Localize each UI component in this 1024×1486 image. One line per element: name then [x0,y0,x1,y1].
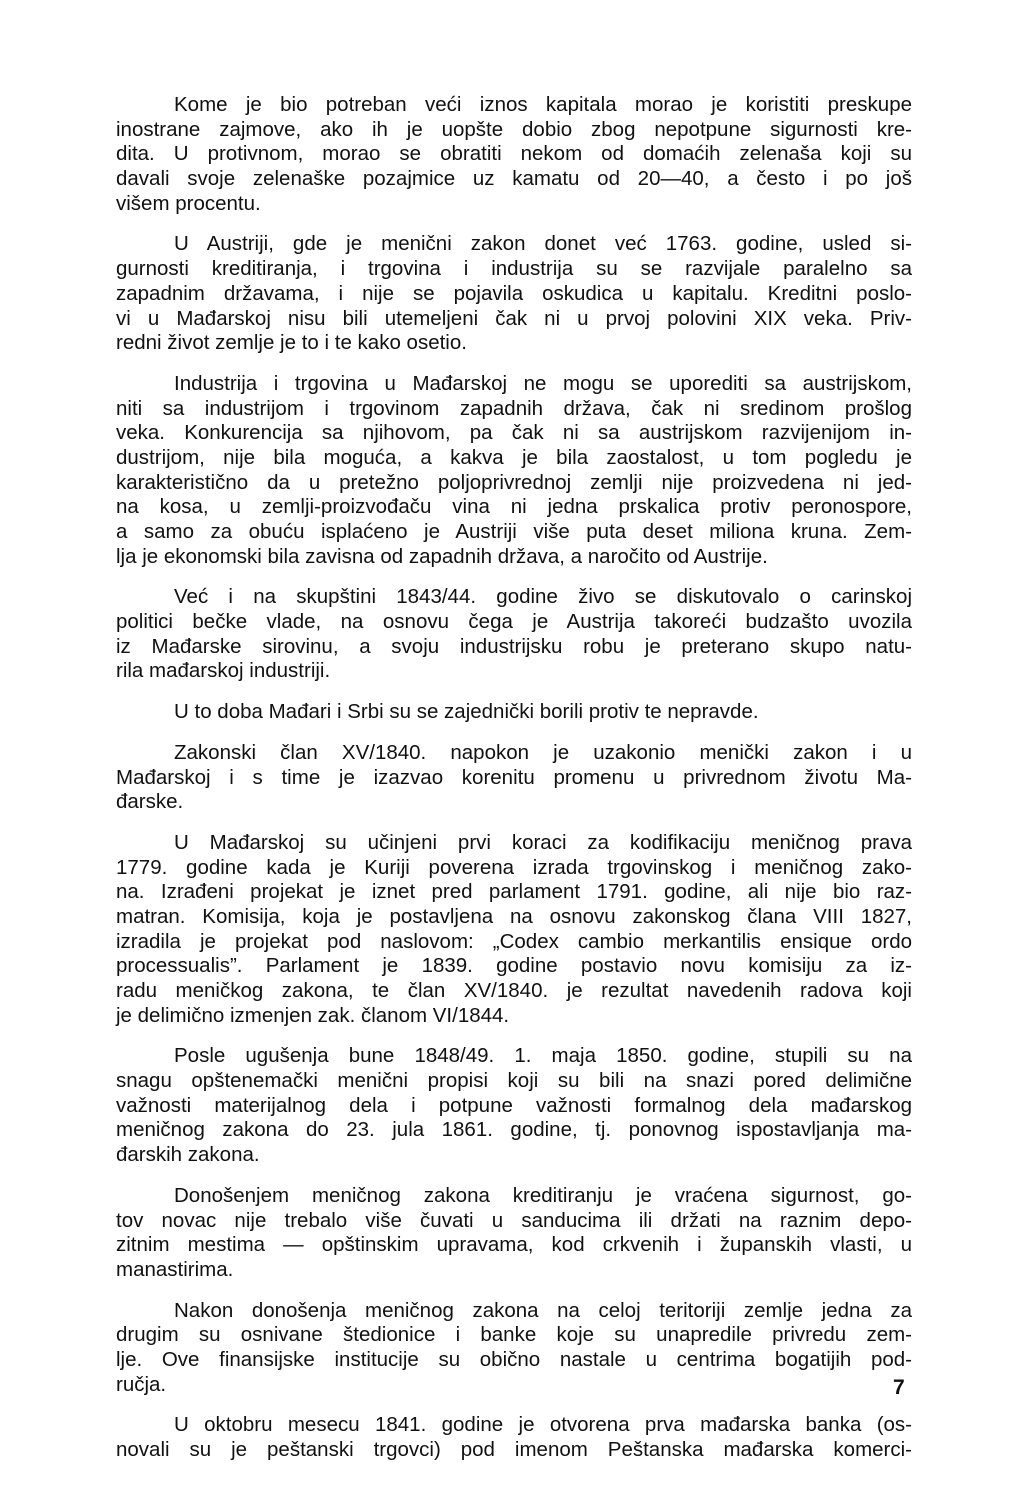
paragraph [116,585,912,684]
paragraph [116,831,912,1029]
text-line: Posle ugušenja bune 1848/49. 1. maja 1850. godine, stupili su na [174,1044,912,1068]
paragraph [116,1413,912,1462]
text-line: novali su je peštanski trgovci) pod imenom Peštanska mađarska komerci- [116,1438,912,1461]
text-line: vi u Mađarskoj nisu bili utemeljeni čak ni u prvoj polovini XIX veka. Priv- [116,306,912,330]
text-line: ručja. [116,1372,167,1396]
text-line: dustrijom, nije bila moguća, a kakva je bila zaostalost, u tom pogledu je [116,445,912,469]
paragraph [116,1299,912,1398]
text-line: niti sa industrijom i trgovinom zapadnih država, čak ni sredinom prošlog [116,396,912,420]
text-line: đarske. [116,790,184,814]
paragraph [116,1184,912,1283]
text-line: je delimično izmenjen zak. članom VI/1844. [116,1003,510,1027]
page-number: 7 [893,1376,905,1399]
text-line: Industrija i trgovina u Mađarskoj ne mogu se uporediti sa austrijskom, [174,371,912,395]
paragraph [116,741,912,815]
text-line: drugim su osnivane štedionice i banke koje su unapredile privredu zem- [116,1323,912,1347]
text-line: davali svoje zelenaške pozajmice uz kamatu od 20—40, a često i po još [116,167,912,191]
text-line: 1779. godine kada je Kuriji poverena izrada trgovinskog i meničnog zako- [116,855,912,879]
paragraph [116,232,912,355]
paragraph [116,700,912,725]
text-line: Mađarskoj i s time je izazvao korenitu promenu u privrednom životu Ma- [116,765,912,789]
text-line: politici bečke vlade, na osnovu čega je Austrija takoreći budzašto uvozila [116,610,912,634]
text-line: inostrane zajmove, ako ih je uopšte dobio zbog nepotpune sigurnosti kre- [116,117,912,141]
text-line: meničnog zakona do 23. jula 1861. godine, tj. ponovnog ispostavljanja ma- [116,1118,912,1142]
text-line: radu meničkog zakona, te član XV/1840. je rezultat navedenih radova koji [116,979,912,1002]
text-line: đarskih zakona. [116,1143,260,1167]
text-line: a samo za obuću isplaćeno je Austriji više puta deset miliona kruna. Zem- [116,520,912,543]
text-line: zitnim mestima — opštinskim upravama, kod crkvenih i županskih vlasti, u [116,1233,912,1257]
text-line: na kosa, u zemlji-proizvođaču vina ni jedna prskalica protiv peronospore, [116,495,912,519]
text-line: tov novac nije trebalo više čuvati u sanducima ili držati na raznim depo- [116,1208,912,1232]
text-line: lja je ekonomski bila zavisna od zapadnih država, a naročito od Austrije. [116,544,768,568]
text-line: dita. U protivnom, morao se obratiti nekom od domaćih zelenaša koji su [116,142,912,166]
text-line: Donošenjem meničnog zakona kreditiranju je vraćena sigurnost, go- [174,1183,912,1207]
text-line: Zakonski član XV/1840. napokon je uzakonio menički zakon i u [174,740,912,764]
paragraph [116,372,912,570]
paragraph [116,1044,912,1167]
text-line: gurnosti kreditiranja, i trgovina i industrija su se razvijale paralelno sa [116,257,912,281]
text-line: veka. Konkurencija sa njihovom, pa čak ni sa austrijskom razvijenijom in- [116,421,912,445]
text-line: Nakon donošenja meničnog zakona na celoj teritoriji zemlje jedna za [174,1298,912,1322]
text-line: U to doba Mađari i Srbi su se zajednički borili protiv te nepravde. [174,700,759,724]
text-line: izradila je projekat pod naslovom: „Codex cambio merkantilis ensique ordo [116,929,912,953]
text-line: karakteristično da u pretežno poljoprivrednoj zemlji nije proizvedena ni jed- [116,470,912,494]
text-line: Kome je bio potreban veći iznos kapitala morao je koristiti preskupe [174,93,912,116]
paragraph [116,93,912,216]
text-line: važnosti materijalnog dela i potpune važnosti formalnog dela mađarskog [116,1093,912,1117]
text-line: rila mađarskoj industriji. [116,659,331,683]
text-line: matran. Komisija, koja je postavljena na osnovu zakonskog člana VIII 1827, [116,904,912,928]
text-line: snagu opštenemački menični propisi koji su bili na snazi pored delimične [116,1069,912,1093]
text-line: višem procentu. [116,191,261,215]
text-line: Već i na skupštini 1843/44. godine živo se diskutovalo o carinskoj [174,585,912,609]
text-line: lje. Ove finansijske institucije su obično nastale u centrima bogatijih pod- [116,1347,912,1371]
text-line: na. Izrađeni projekat je iznet pred parlament 1791. godine, ali nije bio raz- [116,880,912,904]
text-line: U Austriji, gde je menični zakon donet već 1763. godine, usled si- [174,232,912,256]
text-line: processualis”. Parlament je 1839. godine postavio novu komisiju za iz- [116,954,912,978]
text-line: U oktobru mesecu 1841. godine je otvorena prva mađarska banka (os- [174,1413,912,1437]
text-line: redni život zemlje je to i te kako osetio. [116,331,467,355]
text-line: manastirima. [116,1257,234,1281]
page-body [116,93,912,1479]
text-line: U Mađarskoj su učinjeni prvi koraci za kodifikaciju meničnog prava [174,830,912,854]
text-line: iz Mađarske sirovinu, a svoju industrijsku robu je preterano skupo natu- [116,634,912,658]
text-line: zapadnim državama, i nije se pojavila oskudica u kapitalu. Kreditni poslo- [116,281,912,305]
